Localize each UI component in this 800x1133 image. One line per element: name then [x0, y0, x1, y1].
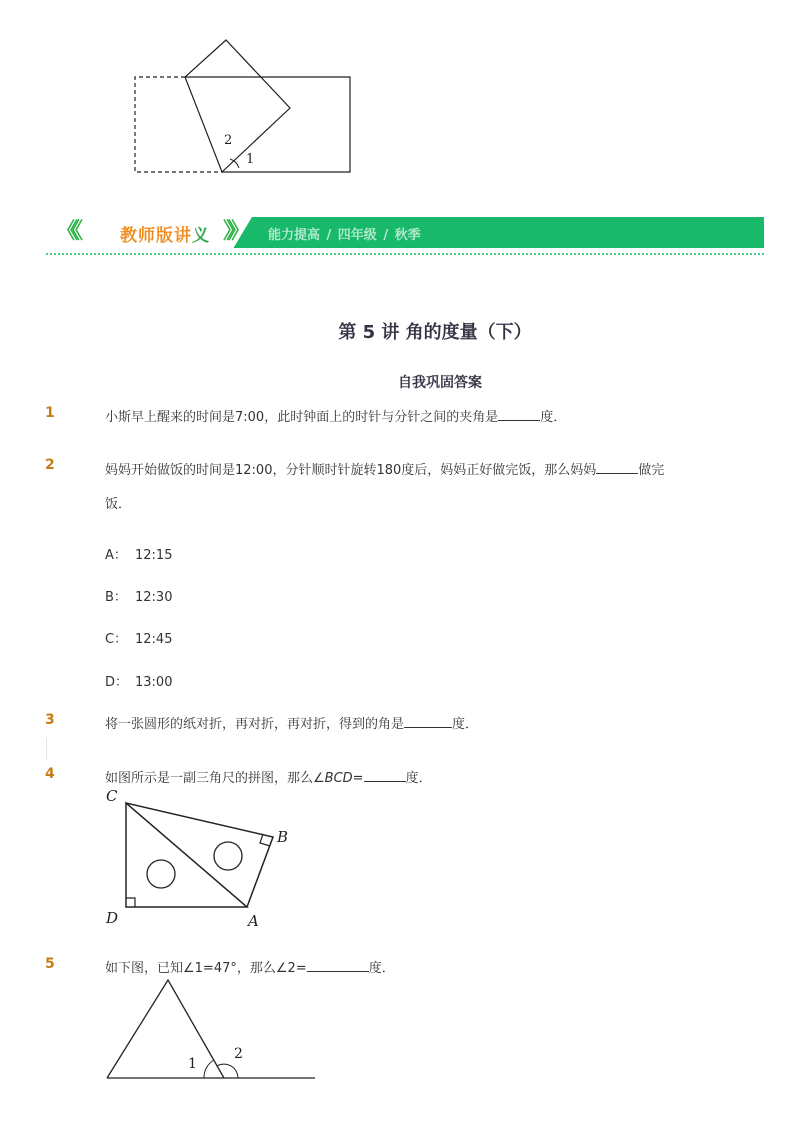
- option-d: D： 13:00: [105, 675, 173, 690]
- lecture-title: 第 5 讲 角的度量（下）: [338, 322, 532, 343]
- banner-title: 教师版讲义: [120, 226, 210, 246]
- triangle-angle-figure: [100, 975, 325, 1085]
- answer-blank: [404, 715, 452, 728]
- triangle-cba: [126, 803, 273, 907]
- banner-subtitle: 能力提高 / 四年级 / 秋季: [268, 228, 421, 243]
- vertex-label-d: D: [106, 909, 119, 927]
- question-number: 5: [45, 956, 55, 972]
- question-text: 如图所示是一副三角尺的拼图，那么∠BCD= 度．: [105, 771, 432, 786]
- vertex-label-c: C: [106, 787, 118, 805]
- question-text: 如下图，已知∠1=47°，那么∠2= 度．: [105, 961, 395, 976]
- question-number: 3: [45, 712, 55, 728]
- angle-1-arc: [204, 1060, 214, 1078]
- folded-flap: [185, 40, 290, 172]
- vertex-label-b: B: [277, 828, 289, 846]
- answer-blank: [364, 769, 406, 782]
- margin-line: [46, 738, 47, 760]
- angle-label-2: 2: [234, 1046, 243, 1062]
- option-b: B： 12:30: [105, 590, 173, 605]
- angle-label-1: 1: [188, 1056, 197, 1072]
- question-text: 妈妈开始做饭的时间是12:00，分针顺时针旋转180度后，妈妈正好做完饭，那么妈妈 做完: [105, 463, 665, 478]
- ruler-hole: [147, 860, 175, 888]
- option-c: C： 12:45: [105, 632, 173, 647]
- triangle-sides: [107, 980, 224, 1078]
- paper-fold-figure: [130, 35, 360, 180]
- angle-label-1: 1: [246, 152, 255, 167]
- answer-blank: [498, 408, 540, 421]
- right-angle-mark-d: [126, 898, 135, 907]
- question-number: 2: [45, 457, 55, 473]
- section-title: 自我巩固答案: [398, 375, 482, 391]
- angle-label-2: 2: [224, 133, 233, 148]
- question-number: 4: [45, 766, 55, 782]
- right-triangle-cda: [126, 803, 247, 907]
- question-text: 将一张圆形的纸对折，再对折，再对折，得到的角是 度．: [105, 717, 479, 732]
- option-a: A： 12:15: [105, 548, 173, 563]
- handout-banner: [46, 217, 764, 248]
- vertex-label-a: A: [248, 912, 259, 930]
- question-text-continued: 饭．: [105, 497, 132, 512]
- question-text: 小斯早上醒来的时间是7:00，此时钟面上的时针与分针之间的夹角是 度．: [105, 410, 567, 425]
- ruler-hole: [214, 842, 242, 870]
- answer-blank: [596, 461, 638, 474]
- rect-dashed-edge: [135, 77, 222, 172]
- rect-solid-edge: [185, 77, 350, 172]
- chevron-left-icon: 《《: [56, 219, 78, 244]
- question-number: 1: [45, 405, 55, 421]
- banner-dotted-divider: [46, 253, 764, 255]
- answer-blank: [307, 959, 369, 972]
- triangle-rulers-figure: [100, 785, 300, 930]
- chevron-right-icon: 》》: [223, 219, 245, 244]
